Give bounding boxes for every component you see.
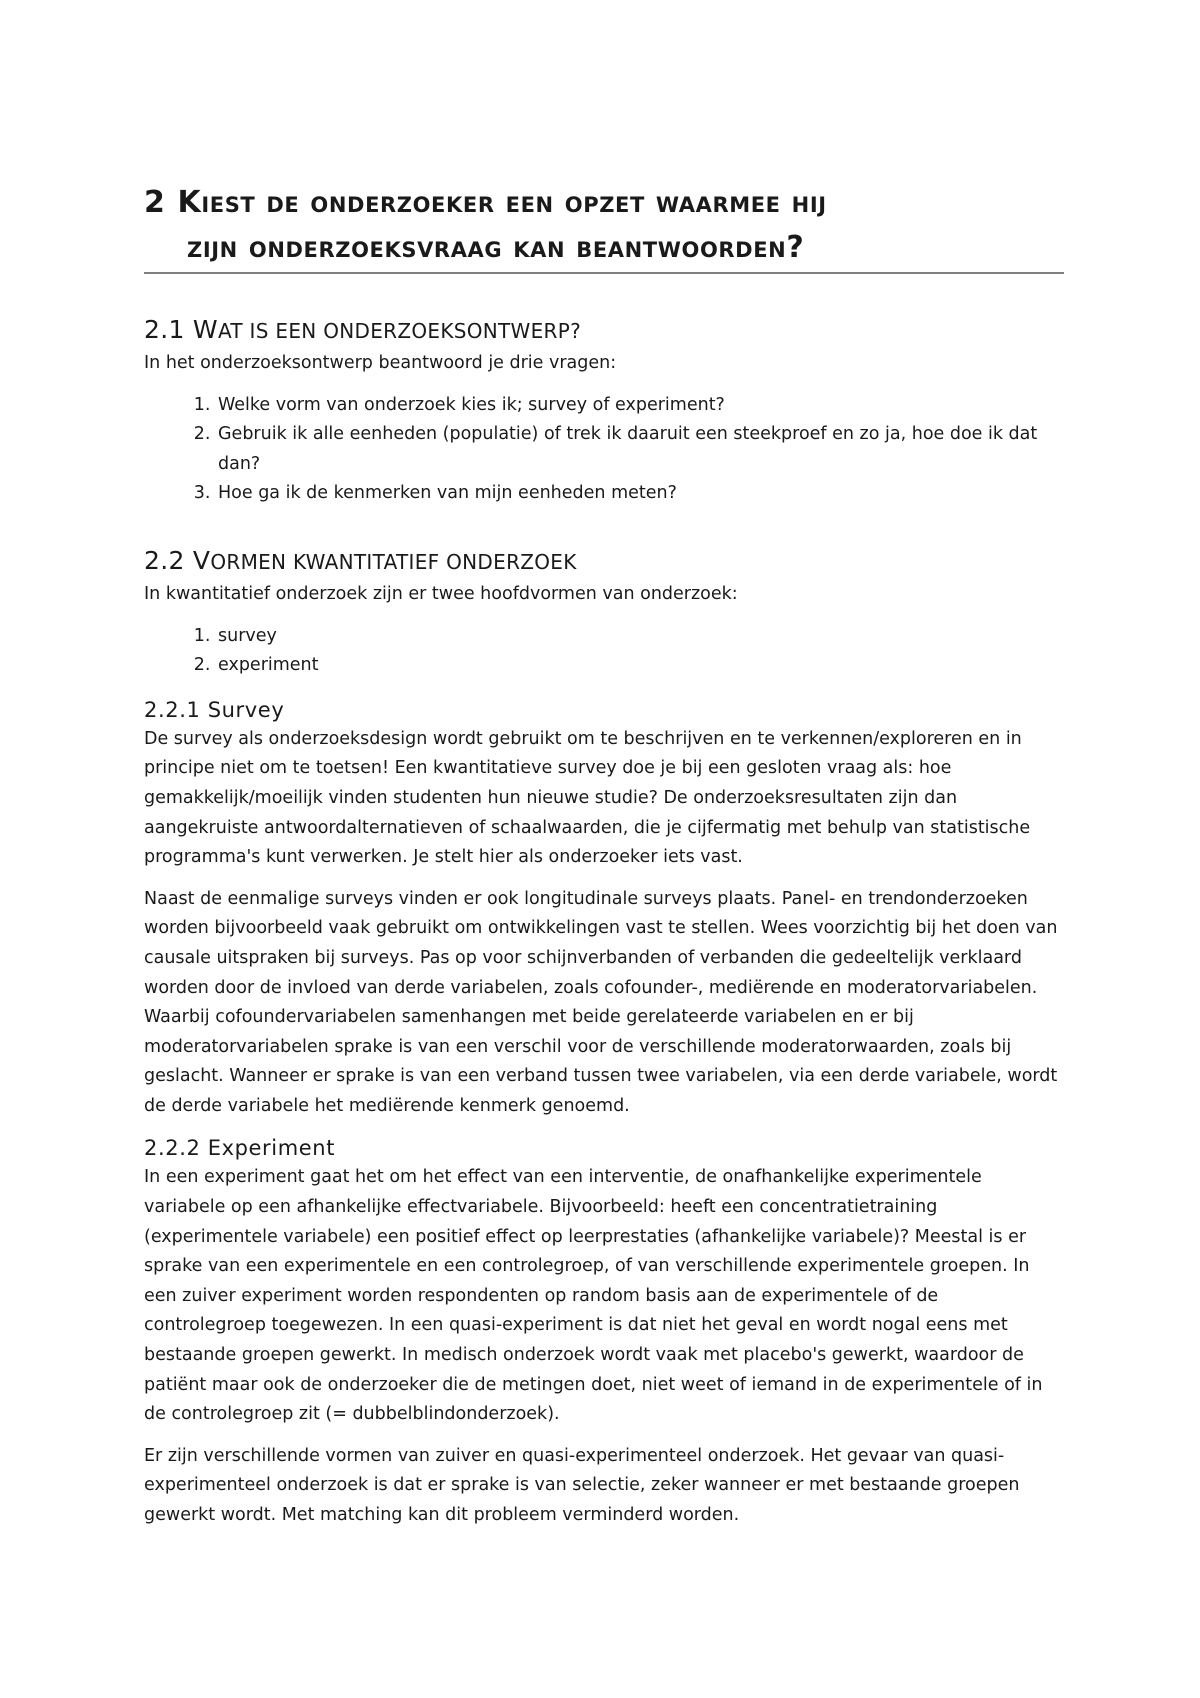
document-page [144,180,1064,1531]
section-2-2-1-heading: 2.2.1 Survey [144,697,285,722]
section-2-2-2-paragraph: In een experiment gaat het om het effect van een interventie, de onafhankelijke experimentele variabele op een afhankelijke effectvariabele. Bijvoorbeeld: heeft een concentratietraining (experimentele variabele) een positief effect op leerprestaties (afhankelijke variabele)? Meestal is er sprake van een experimentele en een controlegroep, of van verschillende experimentele groepen. In een zuiver experiment worden respondenten op random basis aan de experimentele of de controlegroep toegewezen. In een quasi-experiment is dat niet het geval en wordt nogal eens met bestaande groepen gewerkt. In medisch onderzoek wordt vaak met placebo's gewerkt, waardoor de patiënt maar ook de onderzoeker die de metingen doet, niet weet of iemand in de experimentele of in de controlegroep zit (= dubbelblindonderzoek). [144,1167,1043,1425]
list-item: 1. survey [216,622,1064,652]
section-2-2-title-rest: ORMEN KWANTITATIEF ONDERZOEK [210,549,577,574]
section-2-1-heading [144,312,1064,349]
chapter-title-line2: zijn onderzoeksvraag kan beantwoorden? [187,230,805,265]
section-2-1-title-rest: AT IS EEN ONDERZOEKSONTWERP? [217,319,582,343]
list-item: 1. Welke vorm van onderzoek kies ik; survey of experiment? [216,391,1064,421]
section-2-2-title-initial: V [192,545,211,575]
list-item: 3. Hoe ga ik de kenmerken van mijn eenheden meten? [216,479,1064,509]
section-2-2-heading [144,543,1064,580]
section-2-2-forms-list [144,622,1064,681]
section-2-2-2-paragraph: Er zijn verschillende vormen van zuiver en quasi-experimenteel onderzoek. Het gevaar van quasi-experimenteel onderzoek is dat er sprake is van selectie, zeker wanneer er met bestaande groepen gewerkt wordt. Met matching kan dit probleem verminderd worden. [144,1445,1020,1525]
section-2-1-number: 2.1 [144,315,185,344]
section-2-2-1-paragraph: Naast de eenmalige surveys vinden er ook longitudinale surveys plaats. Panel- en trendonderzoeken worden bijvoorbeeld vaak gebruikt om ontwikkelingen vast te stellen. Wees voorzichtig bij het doen van causale uitspraken bij surveys. Pas op voor schijnverbanden of verbanden die gedeeltelijk verklaard worden door de invloed van derde variabelen, zoals cofounder-, mediërende en moderatorvariabelen. Waarbij cofoundervariabelen samenhangen met beide gerelateerde variabelen en er bij moderatorvariabelen sprake is van een verschil voor de verschillende moderatorwaarden, zoals bij geslacht. Wanneer er sprake is van een verband tussen twee variabelen, via een derde variabele, wordt de derde variabele het mediërende kenmerk genoemd. [144,888,1058,1116]
section-2-2-1-paragraph: De survey als onderzoeksdesign wordt gebruikt om te beschrijven en te verkennen/exploreren en in principe niet om te toetsen! Een kwantitatieve survey doe je bij een gesloten vraag als: hoe gemakkelijk/moeilijk vinden studenten hun nieuwe studie? De onderzoeksresultaten zijn dan aangekruiste antwoordalternatieven of schaalwaarden, die je cijfermatig met behulp van statistische programma's kunt verwerken. Je stelt hier als onderzoeker iets vast. [144,728,1031,868]
section-2-1-title-initial: W [192,315,218,344]
chapter-title-line1: Kiest de onderzoeker een opzet waarmee hij [177,185,827,220]
list-item: 2. Gebruik ik alle eenheden (populatie) of trek ik daaruit een steekproef en zo ja, hoe doe ik dat dan? [216,420,1064,479]
section-2-2-number: 2.2 [144,545,185,575]
section-2-1-question-list [144,391,1064,509]
chapter-heading [144,180,1064,274]
section-2-2-2-heading: 2.2.2 Experiment [144,1136,336,1161]
list-item: 2. experiment [216,651,1064,681]
section-2-1-intro: In het onderzoeksontwerp beantwoord je drie vragen: [144,353,617,373]
section-2-2-intro: In kwantitatief onderzoek zijn er twee hoofdvormen van onderzoek: [144,583,738,604]
chapter-number: 2 [144,185,166,220]
